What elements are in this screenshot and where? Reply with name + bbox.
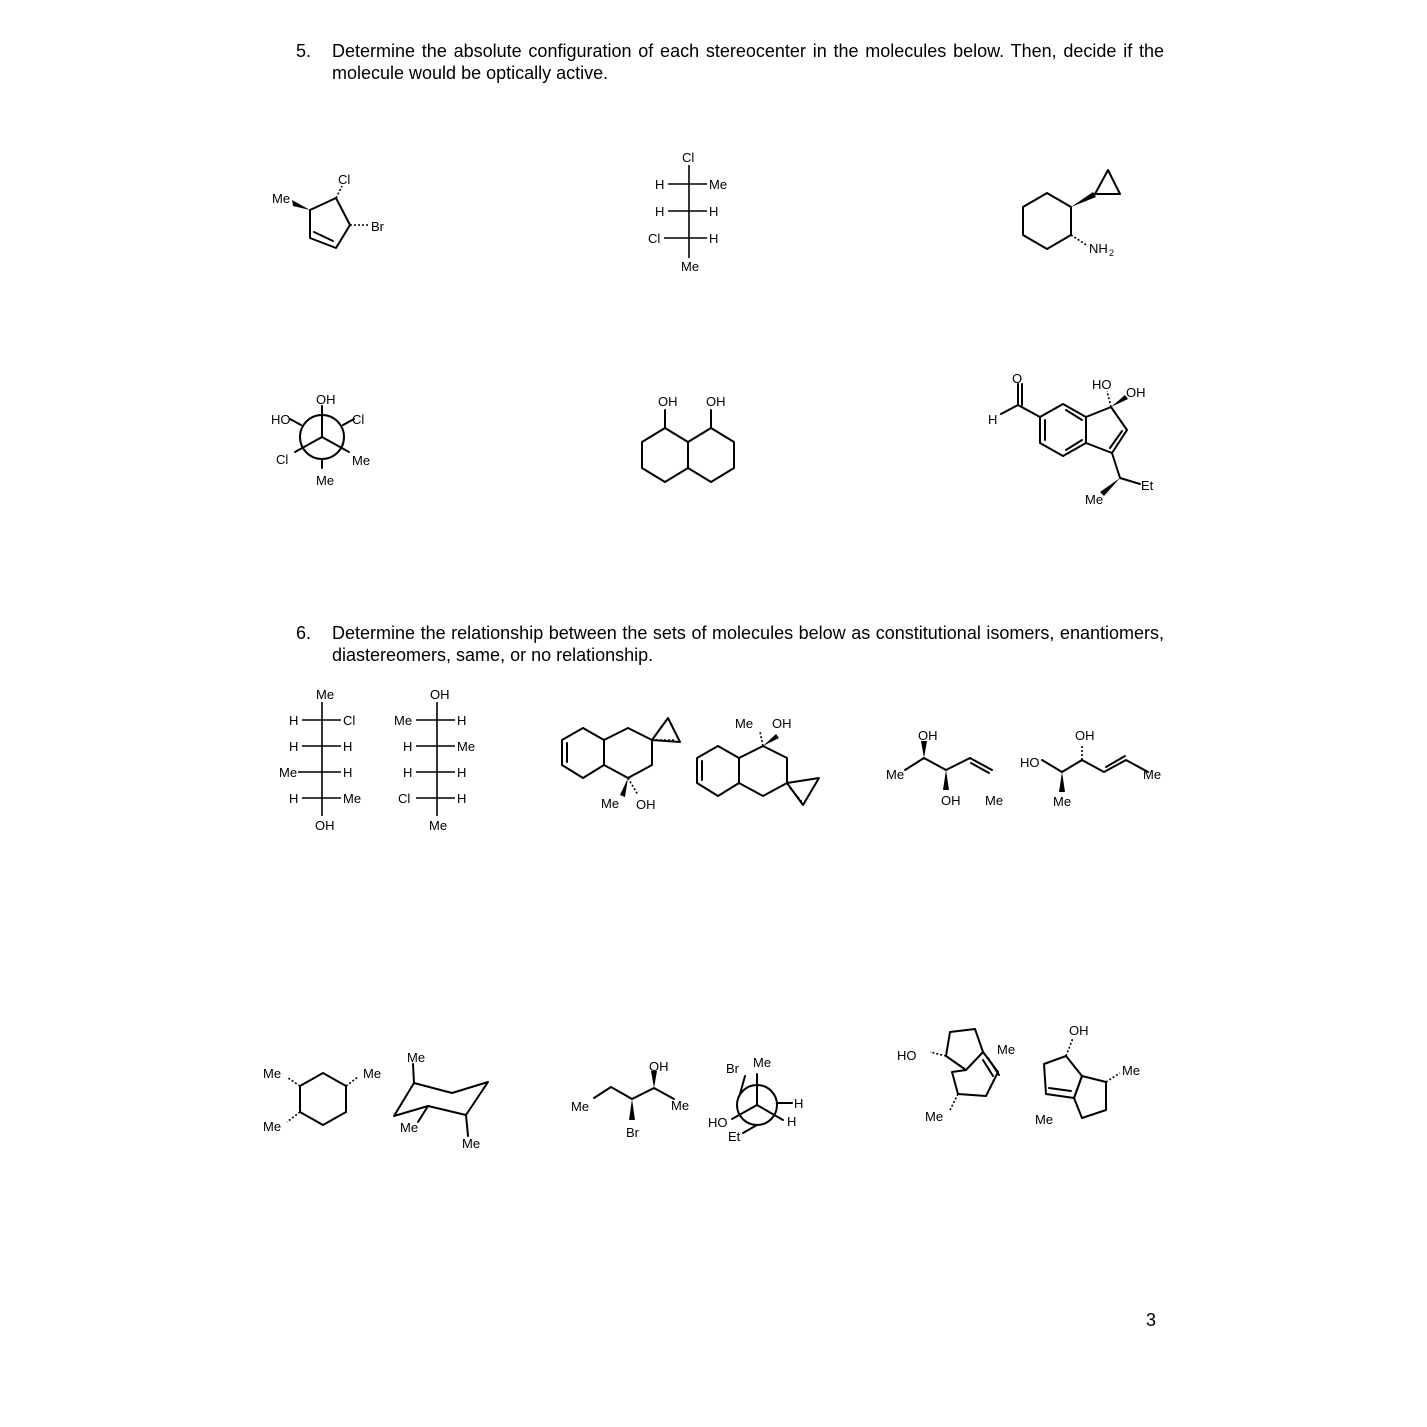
label: Me (263, 1066, 282, 1081)
label: Me (709, 177, 728, 192)
molecule-fischer-2b (394, 687, 475, 833)
label: Me (263, 1119, 282, 1134)
label: Me (1035, 1112, 1054, 1127)
molecule-tetralin-spiro-b (697, 716, 819, 805)
label: Cl (682, 150, 695, 165)
label: H (289, 713, 299, 728)
label: Me (1122, 1063, 1141, 1078)
label: Cl (648, 231, 661, 246)
molecule-newman-2 (708, 1055, 803, 1144)
molecule-indene-aldehyde (988, 371, 1154, 507)
label: Me (571, 1099, 590, 1114)
molecule-cyclopentene-me-cl-br (272, 172, 385, 248)
label: H (403, 739, 413, 754)
label: Br (371, 219, 384, 234)
label: Et (1141, 478, 1154, 493)
label: Me (394, 713, 413, 728)
label: Me (1053, 794, 1072, 809)
molecule-bicyclic-a (897, 1029, 1015, 1124)
label: Cl (398, 791, 411, 806)
molecule-alkene-diol-b (1020, 728, 1161, 809)
label: Me (429, 818, 448, 833)
question-text: Determine the relationship between the sets of molecules below as constitutional isomers, enantiomers, diastereomers, same, or no relationship. (332, 623, 1164, 665)
label: H (343, 765, 353, 780)
label: H (289, 739, 299, 754)
label: NH (1089, 241, 1108, 256)
label: HO (1092, 377, 1112, 392)
label: Et (728, 1129, 741, 1144)
label: H (709, 231, 719, 246)
label: Me (886, 767, 905, 782)
molecule-alkene-diol-a (886, 728, 1003, 808)
label: Br (726, 1061, 739, 1076)
label: Me (272, 191, 291, 206)
label: H (655, 177, 665, 192)
label: Me (681, 259, 700, 274)
label: Me (316, 687, 335, 702)
molecule-newman-1 (271, 392, 370, 488)
label: Me (925, 1109, 944, 1124)
molecule-bromo-alcohol (571, 1059, 689, 1140)
molecule-bicyclic-b (1035, 1023, 1140, 1127)
label: HO (897, 1048, 917, 1063)
question-text: Determine the absolute configuration of each stereocenter in the molecules below. Then, decide if the molecule would be optically active. (332, 41, 1164, 83)
label: H (289, 791, 299, 806)
label: OH (658, 394, 678, 409)
molecule-cyclohexyl-cyclopropyl-amine (1023, 170, 1120, 258)
question-number: 6. (296, 623, 312, 643)
label: OH (706, 394, 726, 409)
label: Me (363, 1066, 382, 1081)
label: Me (601, 796, 620, 811)
label: Me (316, 473, 335, 488)
molecule-tetralin-spiro-a (562, 718, 680, 812)
label: H (988, 412, 998, 427)
label: Me (400, 1120, 419, 1135)
label: OH (941, 793, 961, 808)
page-number: 3 (1146, 1310, 1157, 1330)
label: HO (271, 412, 291, 427)
label: Me (671, 1098, 690, 1113)
question-number: 5. (296, 41, 312, 61)
label: Cl (352, 412, 365, 427)
label: H (343, 739, 353, 754)
label: Me (343, 791, 362, 806)
label: Cl (343, 713, 356, 728)
label: Me (1085, 492, 1104, 507)
label: Me (1143, 767, 1162, 782)
label: Me (352, 453, 371, 468)
molecule-fischer-2a (279, 687, 361, 833)
label: Me (462, 1136, 481, 1151)
molecule-fischer-1 (648, 150, 727, 274)
label: Me (753, 1055, 772, 1070)
label: Cl (338, 172, 351, 187)
label: Me (279, 765, 298, 780)
label: OH (636, 797, 656, 812)
label: H (794, 1096, 804, 1111)
label: HO (1020, 755, 1040, 770)
label: H (655, 204, 665, 219)
label: OH (430, 687, 450, 702)
label: OH (649, 1059, 669, 1074)
molecule-chair-cyclohexane (394, 1050, 488, 1151)
label: OH (1126, 385, 1146, 400)
label: H (457, 791, 467, 806)
label: Me (985, 793, 1004, 808)
label: OH (316, 392, 336, 407)
label: OH (772, 716, 792, 731)
label: H (457, 765, 467, 780)
label: Me (407, 1050, 426, 1065)
label: OH (1069, 1023, 1089, 1038)
label: Me (735, 716, 754, 731)
molecule-cyclohexane-dimethyl (263, 1066, 381, 1134)
label: Cl (276, 452, 289, 467)
label: Br (626, 1125, 639, 1140)
label: H (457, 713, 467, 728)
label: O (1012, 371, 1023, 386)
label: H (709, 204, 719, 219)
label: OH (1075, 728, 1095, 743)
label: HO (708, 1115, 728, 1130)
label: H (403, 765, 413, 780)
molecule-decalin-diol (642, 394, 734, 482)
label: Me (997, 1042, 1016, 1057)
label: H (787, 1114, 797, 1129)
label: OH (918, 728, 938, 743)
label: OH (315, 818, 335, 833)
label: Me (457, 739, 476, 754)
label: 2 (1109, 248, 1115, 258)
